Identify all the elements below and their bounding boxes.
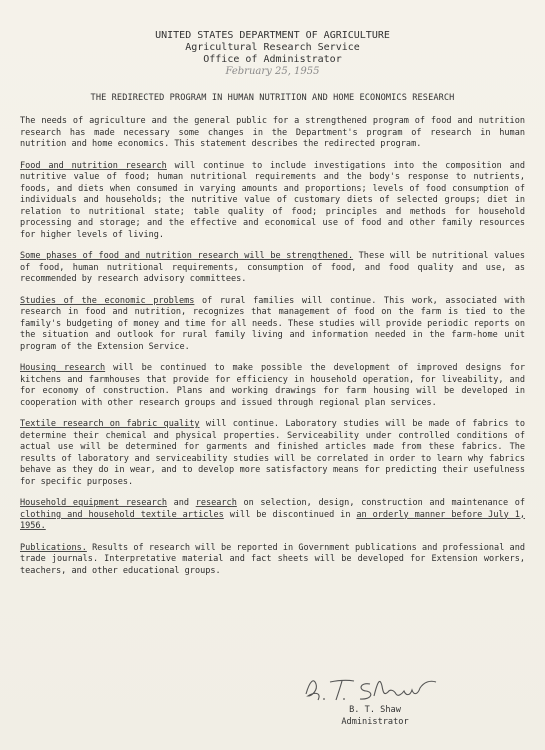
- handwritten-signature: [300, 672, 450, 706]
- discontinue-date-underlined: an orderly manner before July 1, 1956.: [20, 509, 525, 531]
- discontinued-paragraph: [20, 498, 525, 533]
- discontinued-text-3: will be discontinued in: [223, 509, 357, 520]
- department-name: UNITED STATES DEPARTMENT OF AGRICULTURE: [155, 30, 390, 41]
- economic-paragraph: [20, 296, 525, 354]
- signer-name: B. T. Shaw: [349, 705, 401, 715]
- discontinued-text-2: on selection, design, construction and maintenance of: [236, 498, 525, 508]
- textile-articles-underlined: clothing and household textile articles: [20, 509, 224, 520]
- textile-paragraph: [20, 419, 525, 488]
- letterhead: [0, 30, 545, 78]
- textile-heading: Textile research on fabric quality: [20, 419, 200, 429]
- publications-heading: Publications.: [20, 542, 87, 553]
- service-name: Agricultural Research Service: [185, 42, 360, 53]
- food-nutrition-text: will continue to include investigations into the composition and nutritive value of food; human nutritional requirements and the body's response to nutrients, foods, and diets when consumed in varying amounts and proportions; levels of food consumption of individuals and households; the nutritive value of customary diets of selected groups; diet in relation to nutritional state; table quality of food; principles and methods for household processing and storage; and the effective and economical use of food and other family resources for higher levels of living.: [20, 160, 526, 240]
- housing-paragraph: [20, 363, 525, 409]
- economic-heading: Studies of the economic problems: [20, 295, 195, 306]
- publications-paragraph: [20, 543, 525, 578]
- publications-text: Results of research will be reported in Government publications and professional and trade journals. Interpretative material and fact sheets will be developed for Extension workers, teachers, and other educational groups.: [20, 542, 525, 576]
- document-body: [20, 116, 525, 587]
- signer-block: [320, 705, 430, 728]
- food-nutrition-paragraph: [20, 161, 525, 242]
- office-name: Office of Administrator: [203, 54, 342, 65]
- discontinued-text-1: and: [167, 498, 196, 508]
- signature-scrawl: [300, 672, 450, 706]
- food-nutrition-heading: Food and nutrition research: [20, 160, 167, 171]
- housing-text: will be continued to make possible the development of improved designs for kitchens and farmhouses that provide for efficiency in household operation, for liveability, and for economy of construction. Plans and working drawings for farm housing will be developed in cooperation with other research groups and issued through regional plan services.: [20, 363, 525, 408]
- equipment-heading: Household equipment research: [20, 498, 168, 508]
- strengthened-paragraph: [20, 251, 525, 286]
- textile-text: will continue. Laboratory studies will be made of fabrics to determine their chemical and physical properties. Serviceability under controlled conditions of actual use will be determined for garments and finished articles made from these fabrics. The results of laboratory and serviceability studies will be correlated in order to learn why fabrics behave as they do in wear, and to develop more satisfactory means for predicting their usefulness for specific purposes.: [20, 419, 526, 487]
- research-underlined: research: [195, 498, 237, 508]
- economic-text: of rural families will continue. This work, associated with research in food and nutrition, recognizes that management of food on the farm is tied to the family's budgeting of money and time for all needs. These studies will provide periodic reports on the situation and outlook for rural family living and information needed in the farm-home unit program of the Extension Service.: [20, 295, 525, 352]
- strengthened-text: These will be nutritional values of food, human nutritional requirements, consumption of food, and food quality and use, as recommended by research advisory committees.: [20, 251, 525, 284]
- handwritten-date: February 25, 1955: [225, 66, 320, 77]
- document-title: THE REDIRECTED PROGRAM IN HUMAN NUTRITION AND HOME ECONOMICS RESEARCH: [90, 93, 455, 103]
- intro-paragraph: The needs of agriculture and the general public for a strengthened program of food and nutrition research has made necessary some changes in the Department's program of research in human nutrition and home economics. This statement describes the redirected program.: [20, 116, 525, 149]
- signer-title: Administrator: [341, 716, 409, 727]
- housing-heading: Housing research: [20, 363, 106, 373]
- strengthened-heading: Some phases of food and nutrition research will be strengthened.: [20, 251, 354, 261]
